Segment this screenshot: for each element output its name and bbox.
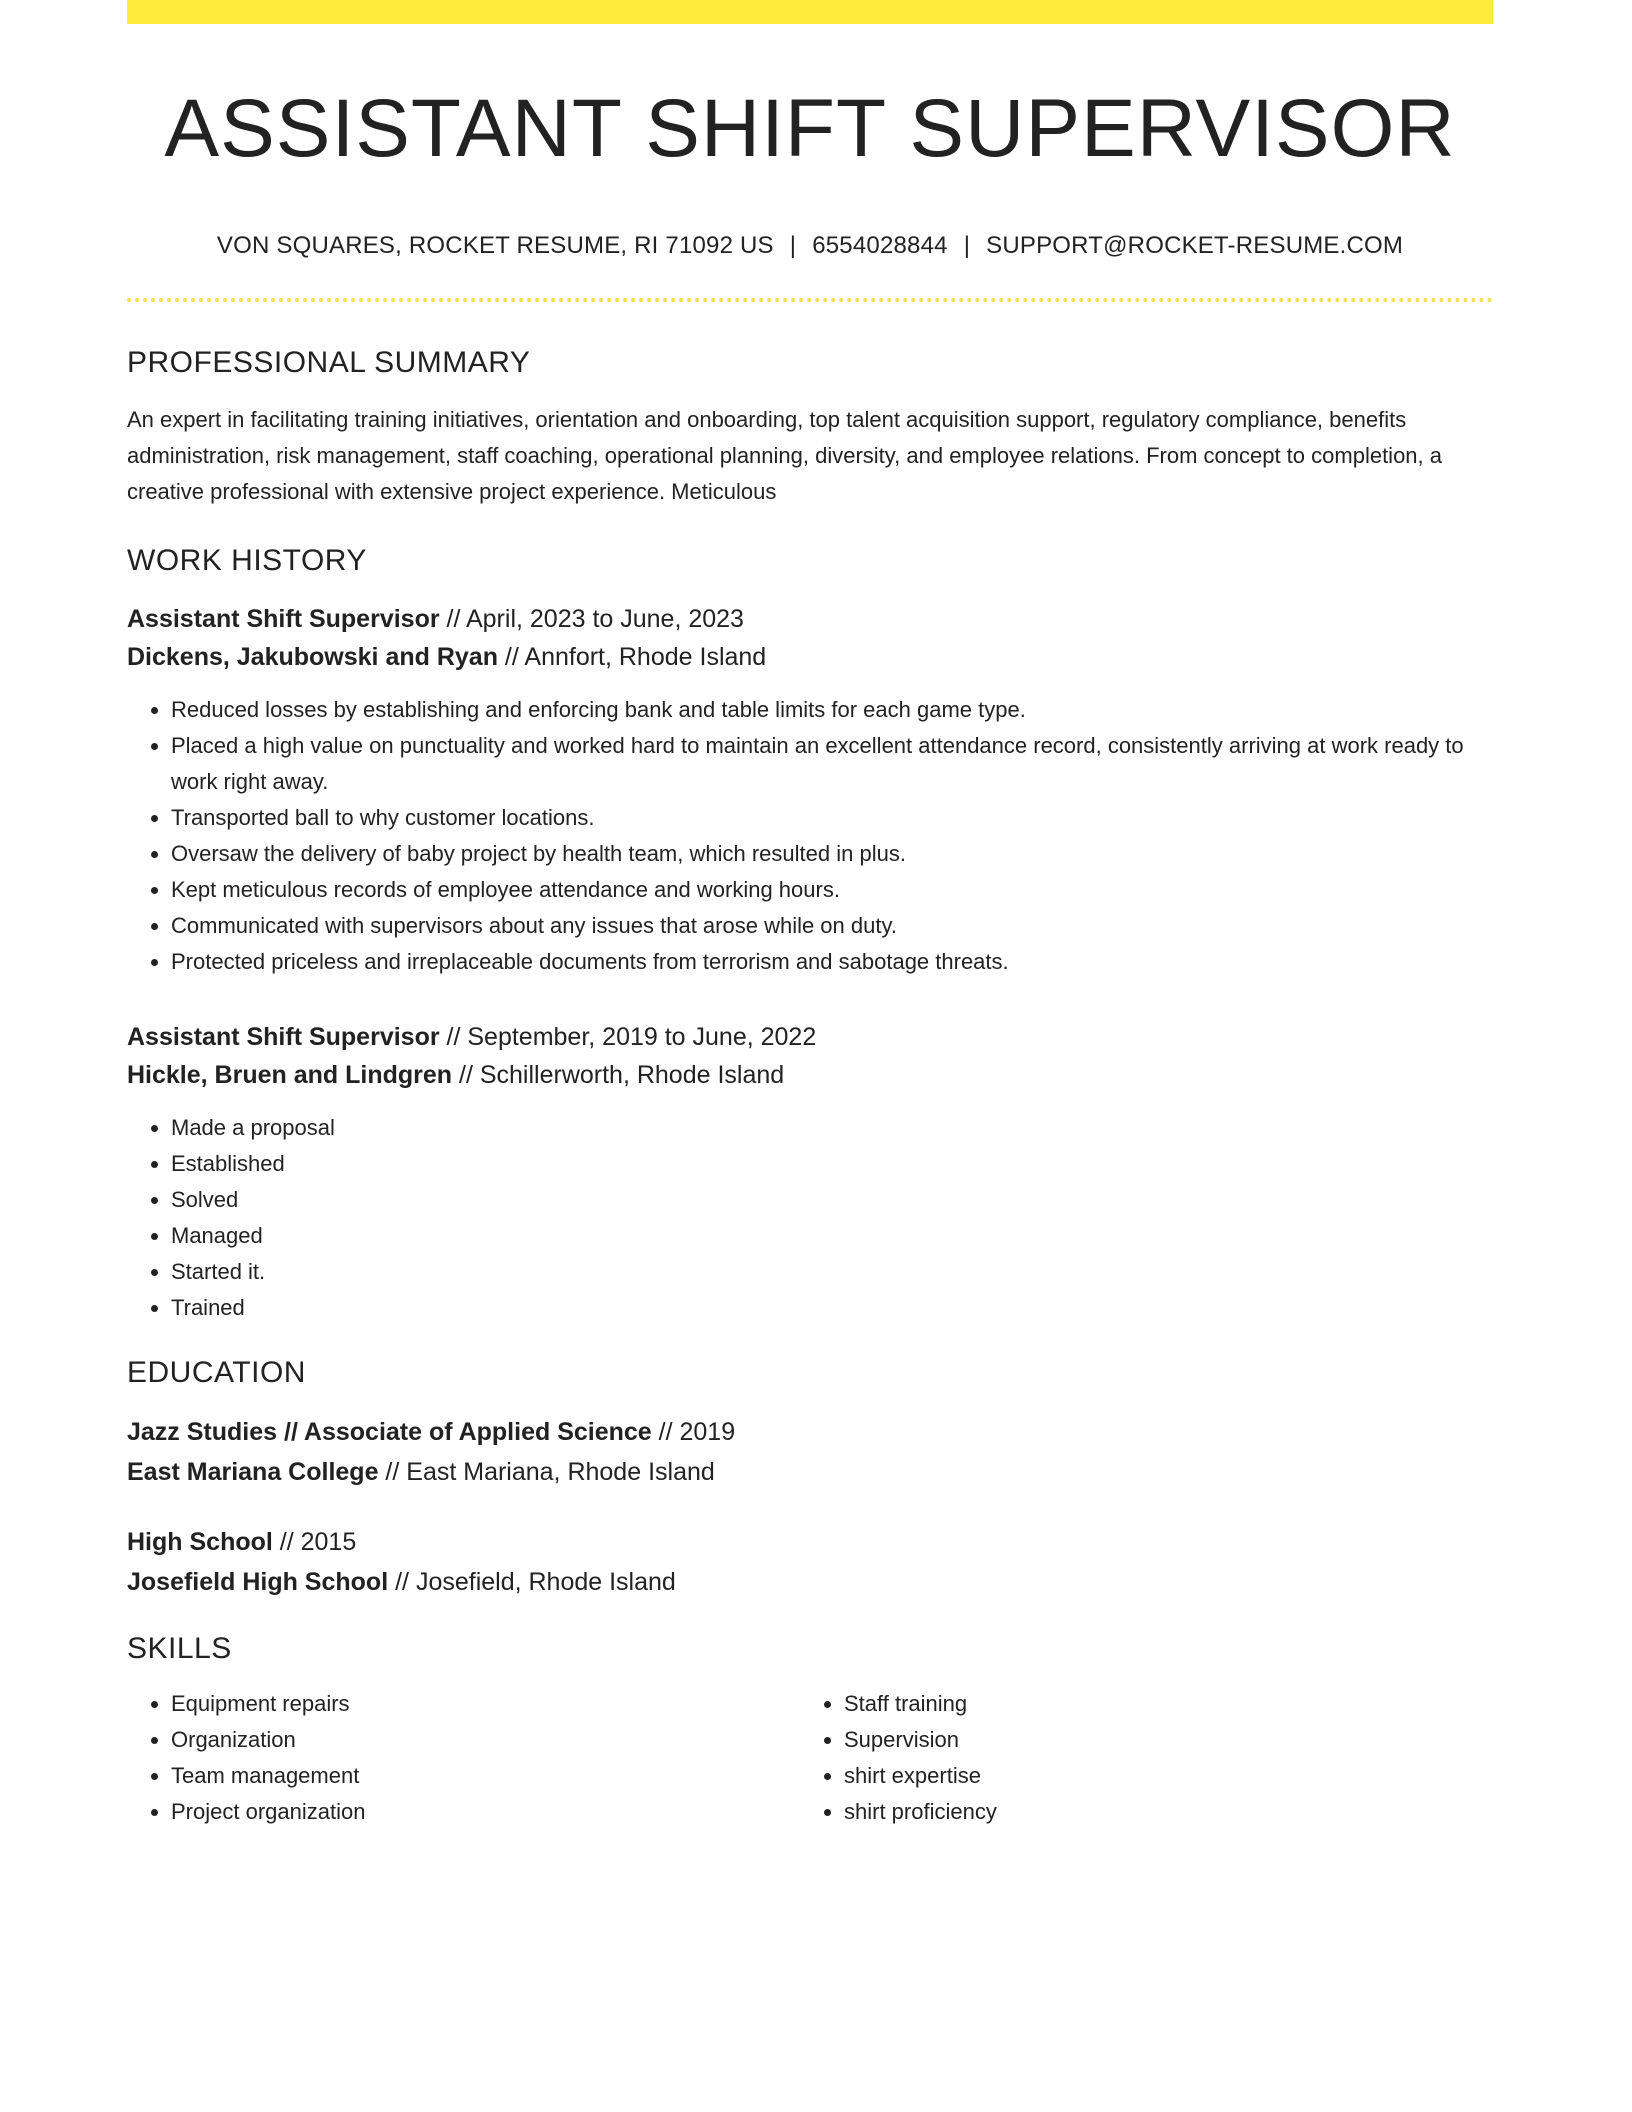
- job-company-line: [127, 1056, 1493, 1094]
- job-dates: // September, 2019 to June, 2022: [439, 1023, 817, 1052]
- list-item: • Communicated with supervisors about any issues that arose while on duty.: [171, 908, 1493, 944]
- education-location: // East Mariana, Rhode Island: [378, 1458, 715, 1487]
- list-item: • Protected priceless and irreplaceable documents from terrorism and sabotage threats.: [171, 944, 1493, 980]
- education-school: East Mariana College: [127, 1458, 379, 1487]
- contact-address: VON SQUARES, ROCKET RESUME, RI 71092 US: [216, 232, 774, 260]
- job-bullets: [127, 1110, 1493, 1326]
- skills-columns: [127, 1686, 1493, 1830]
- education-degree-line: [127, 1412, 1493, 1452]
- list-item: • Oversaw the delivery of baby project by health team, which resulted in plus.: [171, 836, 1493, 872]
- list-item: • shirt expertise: [844, 1758, 1473, 1794]
- education-school-line: [127, 1562, 1493, 1602]
- job-dates: // April, 2023 to June, 2023: [439, 605, 744, 634]
- contact-separator: |: [963, 232, 971, 260]
- contact-line: [127, 232, 1493, 260]
- job-company: Dickens, Jakubowski and Ryan: [127, 643, 498, 672]
- education-school: Josefield High School: [127, 1568, 389, 1597]
- education-school-line: [127, 1452, 1493, 1492]
- list-item: • Managed: [171, 1218, 1493, 1254]
- job-entry: [127, 1018, 1493, 1326]
- list-item: • Reduced losses by establishing and enforcing bank and table limits for each game type.: [171, 692, 1493, 728]
- list-item: • Trained: [171, 1290, 1493, 1326]
- list-item: • Solved: [171, 1182, 1493, 1218]
- summary-text: An expert in facilitating training initiatives, orientation and onboarding, top talent acquisition support, regulatory compliance, benefits administration, risk management, staff coaching, operational planning, diversity, and employee relations. From concept to completion, a creative professional with extensive project experience. Meticulous: [127, 407, 1442, 505]
- list-item: • Established: [171, 1146, 1493, 1182]
- education-year: // 2015: [272, 1528, 357, 1557]
- education-entry: [127, 1522, 1493, 1602]
- education-heading: EDUCATION: [127, 1356, 306, 1390]
- work-history-heading: WORK HISTORY: [127, 544, 367, 578]
- list-item: • Equipment repairs: [171, 1686, 800, 1722]
- job-location: // Schillerworth, Rhode Island: [452, 1061, 785, 1090]
- resume-page: [127, 0, 1493, 1830]
- education-degree: Jazz Studies // Associate of Applied Science: [127, 1418, 652, 1447]
- education-degree: High School: [127, 1528, 273, 1557]
- skills-right-column: [800, 1686, 1473, 1830]
- list-item: • shirt proficiency: [844, 1794, 1473, 1830]
- job-role: Assistant Shift Supervisor: [127, 1023, 440, 1052]
- job-title-line: [127, 600, 1493, 638]
- list-item: • Placed a high value on punctuality and worked hard to maintain an excellent attendance record, consistently arriving at work ready to work right away.: [171, 728, 1493, 800]
- header-divider: [127, 298, 1493, 302]
- skills-left-column: [127, 1686, 800, 1830]
- job-company: Hickle, Bruen and Lindgren: [127, 1061, 453, 1090]
- skills-heading: SKILLS: [127, 1632, 232, 1666]
- job-entry: [127, 600, 1493, 980]
- job-title-line: [127, 1018, 1493, 1056]
- job-role: Assistant Shift Supervisor: [127, 605, 440, 634]
- education-year: // 2019: [651, 1418, 736, 1447]
- list-item: • Staff training: [844, 1686, 1473, 1722]
- job-company-line: [127, 638, 1493, 676]
- list-item: • Made a proposal: [171, 1110, 1493, 1146]
- list-item: • Project organization: [171, 1794, 800, 1830]
- list-item: • Kept meticulous records of employee attendance and working hours.: [171, 872, 1493, 908]
- education-degree-line: [127, 1522, 1493, 1562]
- contact-phone: 6554028844: [812, 232, 948, 260]
- education-location: // Josefield, Rhode Island: [388, 1568, 676, 1597]
- job-location: // Annfort, Rhode Island: [497, 643, 767, 672]
- list-item: • Organization: [171, 1722, 800, 1758]
- summary-heading: PROFESSIONAL SUMMARY: [127, 346, 531, 380]
- list-item: • Transported ball to why customer locations.: [171, 800, 1493, 836]
- job-bullets: [127, 692, 1493, 980]
- list-item: • Started it.: [171, 1254, 1493, 1290]
- candidate-title: ASSISTANT SHIFT SUPERVISOR: [164, 83, 1456, 174]
- contact-email: SUPPORT@ROCKET-RESUME.COM: [986, 232, 1404, 260]
- list-item: • Team management: [171, 1758, 800, 1794]
- list-item: • Supervision: [844, 1722, 1473, 1758]
- contact-separator: |: [789, 232, 797, 260]
- education-entry: [127, 1412, 1493, 1492]
- top-accent-bar: [127, 0, 1493, 24]
